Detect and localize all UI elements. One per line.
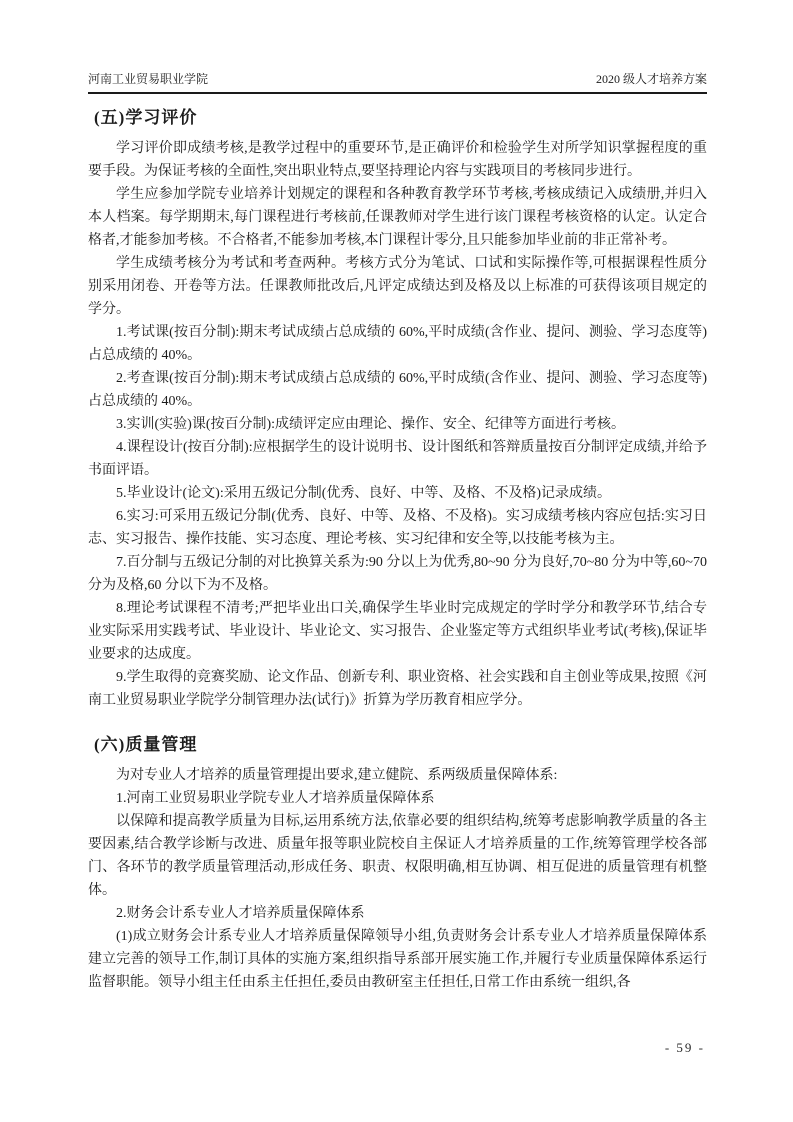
list-item-credit-conversion: 9.学生取得的竞赛奖励、论文作品、创新专利、职业资格、社会实践和自主创业等成果,按照《河南工业贸易职业学院学分制管理办法(试行)》折算为学历教育相应学分。 (88, 670, 707, 708)
paragraph-quality-intro: 为对专业人才培养的质量管理提出要求,建立健院、系两级质量保障体系: (116, 768, 558, 783)
paragraph-college-quality-detail: 以保障和提高教学质量为目标,运用系统方法,依靠必要的组织结构,统筹考虑影响教学质量的各主要因素,结合教学诊断与改进、质量年报等职业院校自主保证人才培养质量的工作,统筹管理学校各部门、各环节的教学质量管理活动,形成任务、职责、权限明确,相互协调、相互促进的质量管理有机整体。 (88, 814, 707, 898)
paragraph-exam-eligibility: 学生应参加学院专业培养计划规定的课程和各种教育教学环节考核,考核成绩记入成绩册,并归入本人档案。每学期期末,每门课程进行考核前,任课教师对学生进行该门课程考核资格的认定。认定合格者,才能参加考核。不合格者,不能参加考核,本门课程计零分,且只能参加毕业前的非正常补考。 (88, 187, 707, 248)
section-title-quality-management: (六)质量管理 (94, 735, 198, 754)
paragraph-department-quality-detail: (1)成立财务会计系专业人才培养质量保障领导小组,负责财务会计系专业人才培养质量保障体系建立完善的领导工作,制订具体的实施方案,组织指导系部开展实施工作,并履行专业质量保障体系运行监督职能。领导小组主任由系主任担任,委员由教研室主任担任,日常工作由系统一组织,各 (88, 929, 707, 990)
list-item-exam-course: 1.考试课(按百分制):期末考试成绩占总成绩的 60%,平时成绩(含作业、提问、测验、学习态度等)占总成绩的 40%。 (88, 325, 707, 363)
subheading-college-quality-system: 1.河南工业贸易职业学院专业人才培养质量保障体系 (116, 791, 435, 806)
header-school-name: 河南工业贸易职业学院 (88, 72, 209, 86)
header-plan-title: 2020 级人才培养方案 (595, 72, 707, 86)
list-item-practical-course: 3.实训(实验)课(按百分制):成绩评定应由理论、操作、安全、纪律等方面进行考核。 (116, 417, 626, 432)
page-footer (665, 1040, 705, 1056)
paragraph-evaluation-intro: 学习评价即成绩考核,是教学过程中的重要环节,是正确评价和检验学生对所学知识掌握程度的重要手段。为保证考核的全面性,突出职业特点,要坚持理论内容与实践项目的考核同步进行。 (88, 141, 707, 179)
list-item-grade-conversion: 7.百分制与五级记分制的对比换算关系为:90 分以上为优秀,80~90 分为良好,70~80 分为中等,60~70 分为及格,60 分以下为不及格。 (88, 555, 707, 593)
list-item-assessment-course: 2.考查课(按百分制):期末考试成绩占总成绩的 60%,平时成绩(含作业、提问、测验、学习态度等)占总成绩的 40%。 (88, 371, 707, 409)
page-number: - 59 - (664, 1040, 705, 1055)
section-title-learning-evaluation: (五)学习评价 (94, 108, 198, 127)
list-item-graduation-design: 5.毕业设计(论文):采用五级记分制(优秀、良好、中等、及格、不及格)记录成绩。 (116, 486, 612, 501)
list-item-course-design: 4.课程设计(按百分制):应根据学生的设计说明书、设计图纸和答辩质量按百分制评定成绩,并给予书面评语。 (88, 440, 707, 478)
paragraph-exam-types: 学生成绩考核分为考试和考查两种。考核方式分为笔试、口试和实际操作等,可根据课程性质分别采用闭卷、开卷等方法。任课教师批改后,凡评定成绩达到及格及以上标准的可获得该项目规定的学分。 (88, 256, 707, 317)
list-item-internship: 6.实习:可采用五级记分制(优秀、良好、中等、及格、不及格)。实习成绩考核内容应包括:实习日志、实习报告、操作技能、实习态度、理论考核、实习纪律和安全等,以技能考核为主。 (88, 509, 707, 547)
list-item-graduation-exit: 8.理论考试课程不清考;严把毕业出口关,确保学生毕业时完成规定的学时学分和教学环节,结合专业实际采用实践考试、毕业设计、毕业论文、实习报告、企业鉴定等方式组织毕业考试(考核),保证毕业要求的达成度。 (88, 601, 707, 662)
subheading-department-quality-system: 2.财务会计系专业人才培养质量保障体系 (116, 906, 365, 921)
page-header (88, 72, 707, 94)
